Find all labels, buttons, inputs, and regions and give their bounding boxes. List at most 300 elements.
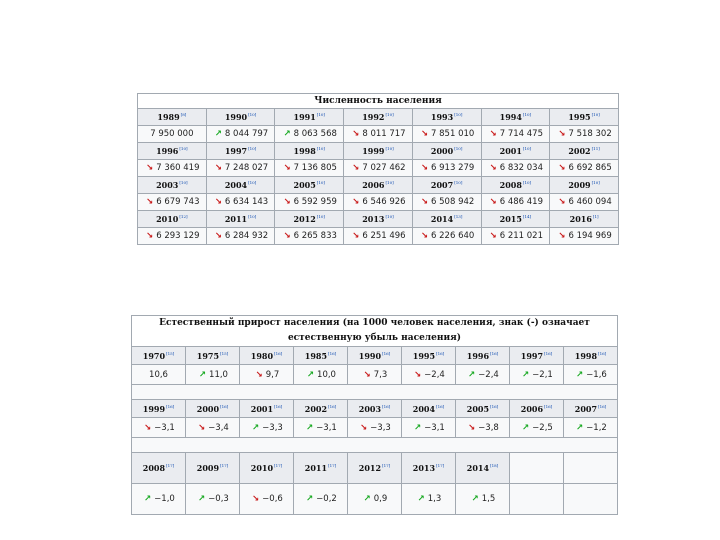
- arrow-up-right-icon: ↗: [306, 422, 314, 433]
- reference-link[interactable]: [10]: [248, 112, 257, 118]
- value-text: 10,6: [149, 369, 168, 380]
- reference-link[interactable]: [13]: [454, 214, 463, 220]
- arrow-down-right-icon: ↘: [146, 231, 154, 241]
- reference-link[interactable]: [16]: [274, 403, 283, 409]
- value-cell: [132, 484, 186, 515]
- year-label: 1980: [250, 350, 274, 361]
- value-text: −2,4: [424, 369, 445, 380]
- value-cell: [481, 194, 550, 211]
- arrow-up-right-icon: ↗: [198, 494, 206, 504]
- year-label: 2011: [224, 214, 248, 224]
- value-cell: [412, 160, 481, 177]
- year-label: 2012: [358, 463, 382, 473]
- value-cell: [510, 418, 564, 438]
- year-label: 1991: [293, 112, 316, 122]
- value-cell: [206, 228, 275, 245]
- year-label: 2005: [466, 403, 490, 414]
- value-text: −0,2: [316, 494, 337, 504]
- value-text: −1,2: [586, 422, 607, 433]
- year-header: [240, 453, 294, 484]
- reference-link[interactable]: [14]: [522, 214, 532, 220]
- value-cell: [138, 126, 207, 143]
- reference-link[interactable]: [10]: [522, 146, 532, 152]
- value-text: 9,7: [265, 369, 280, 380]
- value-cell: [132, 365, 186, 385]
- value-text: 6 265 833: [293, 231, 337, 241]
- reference-link[interactable]: [10]: [248, 214, 257, 220]
- arrow-down-right-icon: ↘: [360, 422, 368, 433]
- value-text: −3,3: [370, 422, 391, 433]
- value-cell: [412, 228, 481, 245]
- year-label: 1993: [430, 112, 454, 122]
- spacer-cell: [132, 438, 618, 453]
- arrow-down-right-icon: ↘: [489, 129, 497, 139]
- arrow-up-right-icon: ↗: [471, 494, 479, 504]
- natural-growth-table-caption: Естественный прирост населения (на 1000 человек населения, знак (-) означает естественную убыль населения): [132, 316, 618, 347]
- year-header: [412, 143, 481, 160]
- natural-growth-table: [131, 315, 618, 515]
- year-label: 2008: [499, 180, 522, 190]
- value-cell: [550, 228, 619, 245]
- year-header: [412, 177, 481, 194]
- value-cell: [481, 160, 550, 177]
- year-header: [456, 400, 510, 418]
- reference-link[interactable]: [17]: [220, 463, 229, 469]
- value-cell: [456, 365, 510, 385]
- arrow-down-right-icon: ↘: [144, 422, 152, 433]
- value-cell: [206, 126, 275, 143]
- spacer-row: [132, 438, 618, 453]
- reference-link[interactable]: [16]: [436, 403, 445, 409]
- year-label: 2007: [430, 180, 454, 190]
- value-text: −2,4: [478, 369, 499, 380]
- value-cell: [138, 160, 207, 177]
- year-header: [186, 347, 240, 365]
- reference-link[interactable]: [10]: [179, 146, 188, 152]
- year-label: 2002: [568, 146, 591, 156]
- value-text: 7 851 010: [431, 129, 475, 139]
- year-label: 2004: [224, 180, 248, 190]
- year-header: [402, 453, 456, 484]
- year-header: [402, 347, 456, 365]
- value-cell: [456, 484, 510, 515]
- reference-link[interactable]: [16]: [328, 403, 337, 409]
- reference-link[interactable]: [10]: [248, 146, 257, 152]
- year-label: 2013: [362, 214, 385, 224]
- year-label: 2010: [250, 463, 274, 473]
- arrow-down-right-icon: ↘: [283, 197, 291, 207]
- year-label: 1990: [224, 112, 248, 122]
- year-header: [206, 211, 275, 228]
- arrow-down-right-icon: ↘: [252, 494, 260, 504]
- spacer-cell: [132, 385, 618, 400]
- year-label: 2004: [412, 403, 436, 414]
- value-row: [138, 194, 619, 211]
- value-text: −3,8: [478, 422, 499, 433]
- reference-link[interactable]: [16]: [490, 403, 499, 409]
- arrow-down-right-icon: ↘: [489, 197, 497, 207]
- arrow-down-right-icon: ↘: [558, 163, 566, 173]
- year-label: 1996: [466, 350, 490, 361]
- population-table-caption: Численность населения: [138, 94, 619, 109]
- value-text: 8 063 568: [293, 129, 337, 139]
- reference-link[interactable]: [17]: [328, 463, 337, 469]
- year-label: 2010: [156, 214, 179, 224]
- year-header: [132, 400, 186, 418]
- reference-link[interactable]: [17]: [274, 463, 283, 469]
- value-cell: [412, 194, 481, 211]
- year-label: 2005: [293, 180, 316, 190]
- year-header: [348, 453, 402, 484]
- reference-link[interactable]: [10]: [385, 180, 394, 186]
- year-label: 2013: [412, 463, 436, 473]
- value-cell: [132, 418, 186, 438]
- year-header: [550, 177, 619, 194]
- reference-link[interactable]: [16]: [436, 350, 445, 356]
- reference-link[interactable]: [11]: [591, 146, 600, 152]
- year-row: [138, 211, 619, 228]
- reference-link[interactable]: [10]: [316, 146, 325, 152]
- year-label: 1992: [362, 112, 385, 122]
- arrow-up-right-icon: ↗: [522, 369, 530, 380]
- value-text: 6 226 640: [431, 231, 475, 241]
- value-cell: [294, 484, 348, 515]
- value-text: 6 211 021: [499, 231, 543, 241]
- year-label: 2001: [250, 403, 274, 414]
- arrow-down-right-icon: ↘: [468, 422, 476, 433]
- value-cell: [564, 418, 618, 438]
- arrow-down-right-icon: ↘: [283, 231, 291, 241]
- reference-link[interactable]: [16]: [490, 350, 499, 356]
- value-text: −3,4: [208, 422, 229, 433]
- reference-link[interactable]: [10]: [316, 214, 325, 220]
- year-label: 1970: [142, 350, 166, 361]
- reference-link[interactable]: [17]: [382, 463, 391, 469]
- year-header: [294, 400, 348, 418]
- value-cell: [550, 160, 619, 177]
- value-cell: [275, 194, 344, 211]
- reference-link[interactable]: [16]: [544, 350, 553, 356]
- year-header: [481, 211, 550, 228]
- year-label: 2011: [304, 463, 328, 473]
- reference-link[interactable]: [16]: [382, 350, 391, 356]
- year-header: [186, 453, 240, 484]
- year-header: [240, 400, 294, 418]
- value-text: 0,9: [373, 494, 388, 504]
- year-header: [564, 400, 618, 418]
- value-text: −0,6: [262, 494, 283, 504]
- value-cell: [564, 484, 618, 515]
- arrow-down-right-icon: ↘: [352, 231, 360, 241]
- value-text: 7 714 475: [499, 129, 543, 139]
- value-text: −0,3: [208, 494, 229, 504]
- value-text: 1,5: [481, 494, 496, 504]
- reference-link[interactable]: [10]: [385, 146, 394, 152]
- reference-link[interactable]: [16]: [220, 403, 229, 409]
- reference-link[interactable]: [10]: [179, 180, 188, 186]
- arrow-down-right-icon: ↘: [214, 231, 222, 241]
- year-header: [275, 177, 344, 194]
- arrow-up-right-icon: ↗: [576, 369, 584, 380]
- year-header: [344, 211, 413, 228]
- value-cell: [186, 418, 240, 438]
- arrow-up-right-icon: ↗: [306, 369, 315, 380]
- arrow-down-right-icon: ↘: [420, 163, 429, 173]
- reference-link[interactable]: [10]: [385, 214, 394, 220]
- value-text: −3,1: [154, 422, 175, 433]
- year-header: [240, 347, 294, 365]
- arrow-down-right-icon: ↘: [420, 197, 429, 207]
- year-header: [206, 143, 275, 160]
- reference-link[interactable]: [10]: [591, 180, 600, 186]
- year-header: [481, 109, 550, 126]
- reference-link[interactable]: [8]: [180, 112, 187, 118]
- arrow-down-right-icon: ↘: [146, 197, 154, 207]
- year-label: 2000: [430, 146, 454, 156]
- reference-link[interactable]: [17]: [166, 463, 175, 469]
- reference-link[interactable]: [16]: [544, 403, 553, 409]
- year-label: 1995: [412, 350, 436, 361]
- year-header: [402, 400, 456, 418]
- year-label: 2014: [430, 214, 454, 224]
- year-label: 1997: [224, 146, 248, 156]
- value-text: 7,3: [373, 369, 388, 380]
- year-header: [132, 453, 186, 484]
- value-cell: [275, 160, 344, 177]
- year-label: 1994: [499, 112, 522, 122]
- year-header: [275, 143, 344, 160]
- year-label: 1999: [362, 146, 385, 156]
- reference-link[interactable]: [10]: [454, 146, 463, 152]
- year-header: [550, 109, 619, 126]
- reference-link[interactable]: [17]: [436, 463, 445, 469]
- value-text: 6 832 034: [499, 163, 543, 173]
- year-header: [294, 347, 348, 365]
- year-label: 1999: [142, 403, 166, 414]
- year-label: 2014: [466, 463, 490, 473]
- year-label: 2006: [520, 403, 544, 414]
- reference-link[interactable]: [16]: [328, 350, 337, 356]
- reference-link[interactable]: [10]: [316, 112, 325, 118]
- value-text: −3,1: [316, 422, 337, 433]
- year-header: [344, 109, 413, 126]
- year-label: 2003: [358, 403, 382, 414]
- value-cell: [348, 365, 402, 385]
- year-header: [456, 453, 510, 484]
- arrow-down-right-icon: ↘: [414, 369, 422, 380]
- value-cell: [240, 418, 294, 438]
- value-text: −3,3: [262, 422, 283, 433]
- value-cell: [344, 228, 413, 245]
- year-label: 1985: [304, 350, 328, 361]
- arrow-down-right-icon: ↘: [352, 163, 360, 173]
- arrow-down-right-icon: ↘: [352, 129, 360, 139]
- reference-link[interactable]: [16]: [598, 350, 607, 356]
- value-cell: [275, 228, 344, 245]
- reference-link[interactable]: [10]: [385, 112, 394, 118]
- year-label: 2002: [304, 403, 328, 414]
- value-text: −1,6: [586, 369, 607, 380]
- value-cell: [510, 484, 564, 515]
- reference-link[interactable]: [10]: [591, 112, 600, 118]
- value-text: 6 293 129: [156, 231, 200, 241]
- value-cell: [186, 484, 240, 515]
- reference-link[interactable]: [1]: [592, 214, 599, 220]
- value-cell: [402, 484, 456, 515]
- value-cell: [186, 365, 240, 385]
- value-cell: [412, 126, 481, 143]
- value-cell: [240, 365, 294, 385]
- reference-link[interactable]: [16]: [382, 403, 391, 409]
- year-label: 2000: [196, 403, 220, 414]
- year-header: [275, 211, 344, 228]
- year-label: 1998: [574, 350, 598, 361]
- arrow-down-right-icon: ↘: [558, 197, 566, 207]
- reference-link[interactable]: [15]: [220, 350, 229, 356]
- arrow-down-right-icon: ↘: [198, 422, 206, 433]
- value-row: [138, 160, 619, 177]
- arrow-up-right-icon: ↗: [522, 422, 530, 433]
- value-text: 8 011 717: [362, 129, 406, 139]
- arrow-down-right-icon: ↘: [352, 197, 360, 207]
- year-header: [456, 347, 510, 365]
- year-row: [132, 400, 618, 418]
- year-label: 1989: [157, 112, 180, 122]
- value-cell: [275, 126, 344, 143]
- value-text: −2,5: [532, 422, 553, 433]
- year-label: 2016: [569, 214, 592, 224]
- year-label: 2009: [196, 463, 220, 473]
- arrow-up-right-icon: ↗: [417, 494, 425, 504]
- reference-link[interactable]: [15]: [166, 350, 175, 356]
- year-label: 1996: [156, 146, 179, 156]
- value-text: 6 692 865: [568, 163, 612, 173]
- value-cell: [294, 418, 348, 438]
- arrow-up-right-icon: ↗: [414, 422, 422, 433]
- value-cell: [402, 365, 456, 385]
- year-label: 2006: [362, 180, 385, 190]
- value-row: [132, 484, 618, 515]
- value-cell: [481, 228, 550, 245]
- value-cell: [240, 484, 294, 515]
- reference-link[interactable]: [16]: [274, 350, 283, 356]
- year-label: 2012: [293, 214, 316, 224]
- year-label: 2007: [574, 403, 598, 414]
- year-header: [132, 347, 186, 365]
- arrow-down-right-icon: ↘: [146, 163, 154, 173]
- value-text: 6 251 496: [362, 231, 406, 241]
- year-header: [564, 347, 618, 365]
- value-cell: [456, 418, 510, 438]
- arrow-down-right-icon: ↘: [558, 231, 566, 241]
- arrow-down-right-icon: ↘: [420, 129, 429, 139]
- year-header: [510, 400, 564, 418]
- value-text: −1,0: [154, 494, 175, 504]
- value-text: 6 460 094: [568, 197, 612, 207]
- year-header: [206, 177, 275, 194]
- reference-link[interactable]: [16]: [166, 403, 175, 409]
- year-row: [138, 177, 619, 194]
- year-row: [138, 109, 619, 126]
- reference-link[interactable]: [18]: [490, 463, 499, 469]
- year-header: [481, 177, 550, 194]
- value-cell: [344, 160, 413, 177]
- year-header: [138, 109, 207, 126]
- value-text: 6 592 959: [293, 197, 337, 207]
- value-cell: [348, 418, 402, 438]
- year-header: [481, 143, 550, 160]
- value-text: 6 284 932: [224, 231, 269, 241]
- arrow-down-right-icon: ↘: [420, 231, 429, 241]
- empty-cell: [510, 453, 564, 484]
- value-text: 7 950 000: [150, 129, 194, 139]
- reference-link[interactable]: [10]: [248, 180, 257, 186]
- value-text: 1,3: [427, 494, 442, 504]
- value-cell: [344, 194, 413, 211]
- value-text: 10,0: [317, 369, 336, 380]
- year-header: [348, 347, 402, 365]
- value-text: 6 634 143: [224, 197, 269, 207]
- year-label: 2008: [142, 463, 166, 473]
- arrow-up-right-icon: ↗: [198, 369, 207, 380]
- arrow-up-right-icon: ↗: [468, 369, 476, 380]
- value-text: 6 194 969: [568, 231, 612, 241]
- year-label: 2015: [499, 214, 522, 224]
- year-label: 1975: [196, 350, 220, 361]
- arrow-up-right-icon: ↗: [252, 422, 260, 433]
- value-cell: [550, 126, 619, 143]
- arrow-down-right-icon: ↘: [489, 163, 497, 173]
- value-cell: [344, 126, 413, 143]
- reference-link[interactable]: [10]: [522, 180, 532, 186]
- reference-link[interactable]: [10]: [454, 112, 463, 118]
- arrow-up-right-icon: ↗: [363, 494, 371, 504]
- value-text: 7 136 805: [293, 163, 337, 173]
- reference-link[interactable]: [10]: [454, 180, 463, 186]
- arrow-up-right-icon: ↗: [283, 129, 291, 139]
- year-header: [412, 109, 481, 126]
- value-cell: [138, 194, 207, 211]
- value-text: 6 508 942: [431, 197, 475, 207]
- year-row: [138, 143, 619, 160]
- arrow-down-right-icon: ↘: [558, 129, 566, 139]
- value-text: 6 913 279: [431, 163, 475, 173]
- reference-link[interactable]: [10]: [522, 112, 532, 118]
- year-header: [138, 143, 207, 160]
- value-cell: [550, 194, 619, 211]
- reference-link[interactable]: [16]: [598, 403, 607, 409]
- year-label: 1990: [358, 350, 382, 361]
- value-cell: [294, 365, 348, 385]
- year-row: [132, 347, 618, 365]
- year-header: [186, 400, 240, 418]
- year-label: 1995: [568, 112, 591, 122]
- empty-cell: [564, 453, 618, 484]
- value-text: 11,0: [209, 369, 228, 380]
- reference-link[interactable]: [12]: [179, 214, 188, 220]
- value-text: 7 518 302: [568, 129, 612, 139]
- year-header: [344, 177, 413, 194]
- reference-link[interactable]: [10]: [316, 180, 325, 186]
- arrow-down-right-icon: ↘: [489, 231, 497, 241]
- year-header: [138, 177, 207, 194]
- arrow-down-right-icon: ↘: [283, 163, 291, 173]
- year-label: 2001: [499, 146, 522, 156]
- value-text: 8 044 797: [224, 129, 269, 139]
- value-row: [138, 228, 619, 245]
- value-cell: [206, 160, 275, 177]
- year-header: [412, 211, 481, 228]
